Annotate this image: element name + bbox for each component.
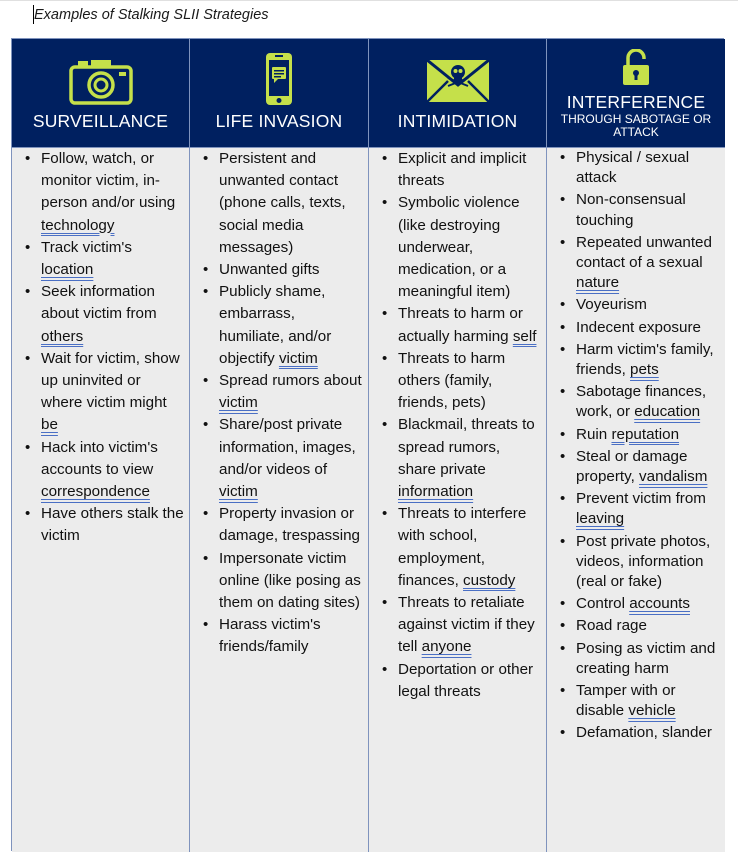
item-text: Threats to retaliate against victim if they tell [398,594,535,656]
column-title: INTIMIDATION [397,111,518,131]
list-item [190,548,368,615]
grammar-flagged-word[interactable]: location [41,261,94,279]
item-text: Impersonate victim online (like posing as them on dating sites) [219,549,361,612]
list-item [547,489,725,529]
column-title: LIFE INVASION [215,111,343,131]
item-text: Threats to interfere with school, employment, finances, [398,505,527,589]
grammar-flagged-word[interactable]: leaving [576,510,625,528]
list-item [547,148,725,188]
item-text: Tamper with or disable [576,682,676,720]
header-interference [547,39,725,147]
item-text: Control [576,595,630,613]
body-interference [547,147,725,852]
item-text: Spread rumors about [219,372,362,390]
list-item [369,592,546,659]
item-text: Threats to harm others (family, friends, pets) [398,349,506,412]
interference-list [547,148,725,744]
item-text: Explicit and implicit threats [398,150,527,190]
list-item [547,639,725,679]
list-item [547,616,725,636]
grammar-flagged-word[interactable]: accounts [629,595,690,613]
item-text: Steal or damage property, [576,447,688,486]
grammar-flagged-word[interactable]: correspondence [41,483,150,501]
list-item [190,259,368,281]
list-item [369,659,546,703]
list-item [190,414,368,503]
list-item [547,233,725,294]
grammar-flagged-word[interactable]: information [398,483,474,501]
list-item [547,723,725,743]
list-item [190,281,368,370]
item-text: Prevent victim from [576,490,706,508]
body-life-invasion [190,147,369,852]
list-item [12,437,189,504]
grammar-flagged-word[interactable]: reputation [611,425,680,443]
list-item [547,340,725,380]
column-title: INTERFERENCE [566,92,706,112]
item-text: Ruin [576,425,612,443]
skull-envelope-icon [426,59,490,103]
camera-icon [69,57,133,105]
intimidation-list [369,148,546,703]
item-text: Share/post private information, images, and/or videos of [219,416,356,478]
item-text: Property invasion or damage, trespassing [219,505,360,545]
list-item [12,148,189,237]
list-item [12,503,189,547]
item-text: Hack into victim's accounts to view [41,438,158,478]
item-text: Persistent and unwanted contact (phone calls, texts, social media messages) [219,150,346,256]
item-text: Defamation, slander [576,724,712,742]
strategies-table [11,38,724,851]
item-text: Indecent exposure [576,318,701,336]
body-surveillance [12,147,190,852]
list-item [190,614,368,658]
body-intimidation [369,147,547,852]
item-text: Deportation or other legal threats [398,660,534,700]
surveillance-list [12,148,189,548]
item-text: Road rage [576,617,647,635]
smartphone-icon [264,51,294,107]
list-item [547,681,725,721]
list-item [547,425,725,445]
grammar-flagged-word[interactable]: victim [219,483,258,501]
item-text: Repeated unwanted contact of a sexual [576,233,712,272]
item-text: Follow, watch, or monitor victim, in-person and/or using [41,150,176,212]
header-surveillance [12,39,190,147]
list-item [12,348,189,437]
grammar-flagged-word[interactable]: pets [630,361,659,379]
item-text: Blackmail, threats to spread rumors, share private [398,416,535,478]
item-text: Harm victim's family, friends, [576,340,714,379]
list-item [12,281,189,348]
list-item [369,192,546,303]
list-item [369,148,546,192]
list-item [369,414,546,503]
item-text: Voyeurism [576,296,647,314]
list-item [369,303,546,347]
item-text: Posing as victim and creating harm [576,639,716,677]
list-item [190,148,368,259]
list-item [12,237,189,281]
item-text: Harass victim's friends/family [219,616,321,656]
item-text: Unwanted gifts [219,261,320,279]
grammar-flagged-word[interactable]: anyone [421,638,472,656]
grammar-flagged-word[interactable]: self [512,327,537,345]
list-item [547,447,725,487]
item-text: Non-consensual touching [576,191,686,229]
item-text: Track victim's [41,238,132,256]
list-item [190,503,368,547]
list-item [369,348,546,415]
list-item [190,370,368,414]
grammar-flagged-word[interactable]: education [634,403,701,421]
list-item [369,503,546,592]
column-title: SURVEILLANCE [32,111,169,131]
item-text: Symbolic violence (like destroying underwear, medication, or a meaningful item) [398,194,520,301]
grammar-flagged-word[interactable]: victim [278,349,318,367]
item-text: Have others stalk the victim [41,505,184,545]
item-text: Seek information about victim from [41,283,157,323]
grammar-flagged-word[interactable]: victim [219,394,258,412]
list-item [547,318,725,338]
grammar-flagged-word[interactable]: vehicle [628,702,676,720]
header-life-invasion [190,39,369,147]
document-title[interactable]: Examples of Stalking SLII Strategies [34,7,269,23]
grammar-flagged-word[interactable]: others [41,327,84,345]
page-top-border [0,0,738,1]
grammar-flagged-word[interactable]: be [41,416,58,434]
unlocked-padlock-icon [621,49,651,87]
grammar-flagged-word[interactable]: nature [576,274,620,292]
list-item [547,532,725,593]
item-text: Publicly shame, embarrass, humiliate, and/or objectify [219,283,332,367]
item-text: Wait for victim, show up uninvited or where victim might [41,349,180,412]
item-text: Post private photos, videos, information (real or fake) [576,532,711,591]
list-item [547,594,725,614]
grammar-flagged-word[interactable]: technology [41,216,115,234]
list-item [547,190,725,230]
header-intimidation [369,39,547,147]
column-subtitle: THROUGH SABOTAGE OR ATTACK [560,112,712,139]
grammar-flagged-word[interactable]: vandalism [639,468,708,486]
list-item [547,382,725,422]
life-invasion-list [190,148,368,659]
item-text: Physical / sexual attack [576,149,690,187]
grammar-flagged-word[interactable]: custody [463,571,516,589]
item-text: Sabotage finances, work, or [576,383,707,421]
list-item [547,295,725,315]
item-text: Threats to harm or actually harming [398,305,523,345]
